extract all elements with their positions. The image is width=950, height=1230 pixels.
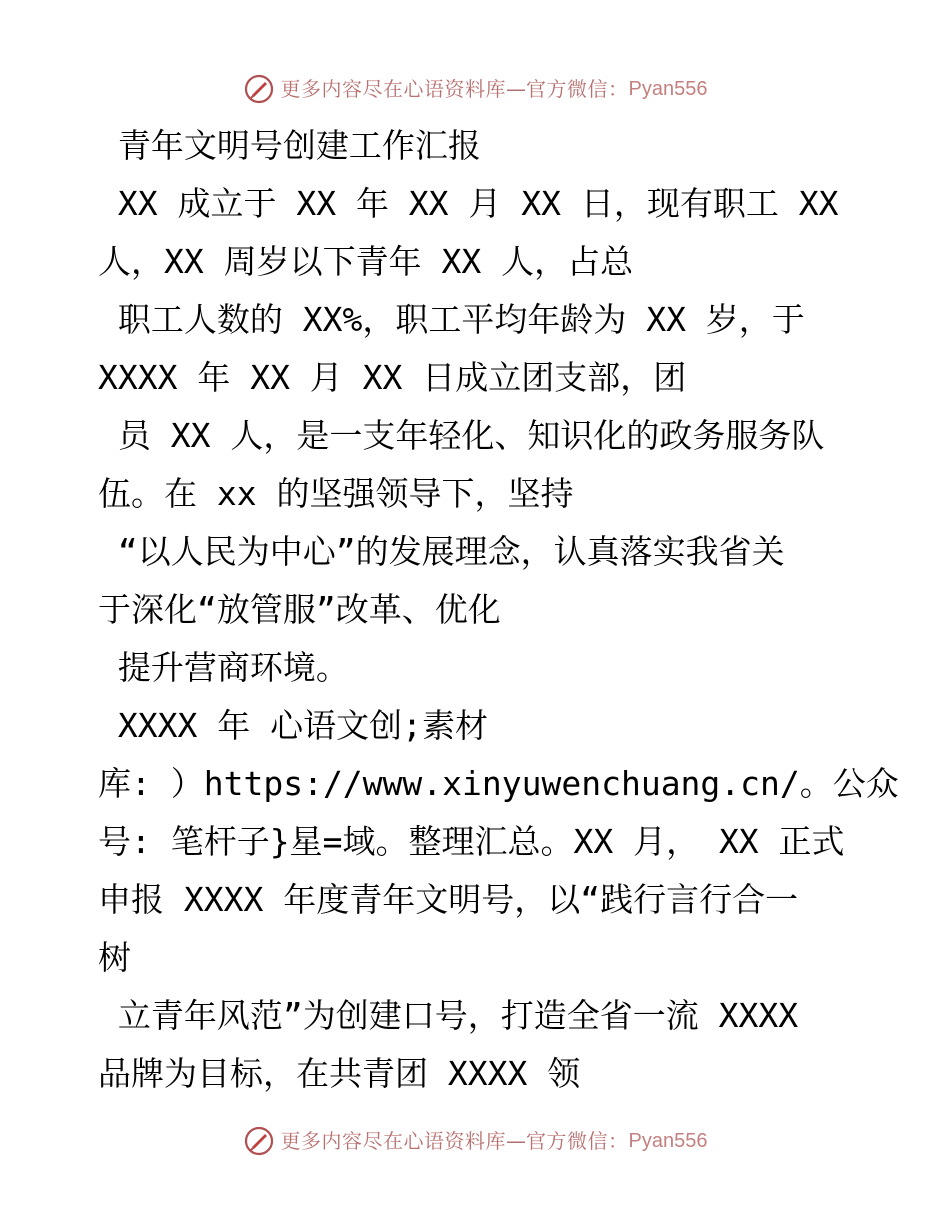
doc-line: 品牌为目标，在共青团 XXXX 领 (98, 1054, 581, 1093)
watermark-wechat-id: Pyan556 (628, 1130, 708, 1152)
doc-line: 于深化“放管服”改革、优化 (98, 590, 501, 629)
watermark-header (0, 73, 950, 105)
doc-line: XXXX 年 心语文创;素材 (98, 706, 488, 745)
watermark-dash: — (506, 1129, 527, 1153)
doc-line: 职工人数的 XX%，职工平均年龄为 XX 岁，于 (98, 300, 805, 339)
doc-line: 库: ）https://www.xinyuwenchuang.cn/。公众 (98, 764, 899, 803)
doc-line: 号: 笔杆子}星=域。整理汇总。XX 月， XX 正式 (98, 822, 845, 861)
watermark-wechat-id: Pyan556 (628, 78, 708, 100)
doc-line: 树 (98, 938, 131, 977)
watermark-official: 官方微信： (526, 77, 629, 101)
quill-pen-circle-icon (243, 1125, 275, 1157)
watermark-dash: — (506, 77, 527, 101)
doc-line: 人，XX 周岁以下青年 XX 人，占总 (98, 242, 634, 281)
doc-line: XXXX 年 XX 月 XX 日成立团支部，团 (98, 358, 687, 397)
doc-line: XX 成立于 XX 年 XX 月 XX 日，现有职工 XX (98, 184, 839, 223)
watermark-text: 更多内容尽在心语资料库 (280, 1129, 507, 1153)
watermark-text: 更多内容尽在心语资料库 (280, 77, 507, 101)
doc-line: 提升营商环境。 (98, 648, 349, 687)
doc-line: 伍。在 xx 的坚强领导下，坚持 (98, 474, 574, 513)
doc-line: “以人民为中心”的发展理念，认真落实我省关 (98, 532, 785, 571)
quill-pen-circle-icon (243, 73, 275, 105)
doc-line: 员 XX 人，是一支年轻化、知识化的政务服务队 (98, 416, 825, 455)
doc-title: 青年文明号创建工作汇报 (98, 126, 481, 165)
doc-line: 立青年风范”为创建口号，打造全省一流 XXXX (98, 996, 799, 1035)
watermark-footer (0, 1125, 950, 1157)
document-body (98, 117, 899, 1103)
doc-line: 申报 XXXX 年度青年文明号，以“践行言行合一 (98, 880, 799, 919)
watermark-official: 官方微信： (526, 1129, 629, 1153)
